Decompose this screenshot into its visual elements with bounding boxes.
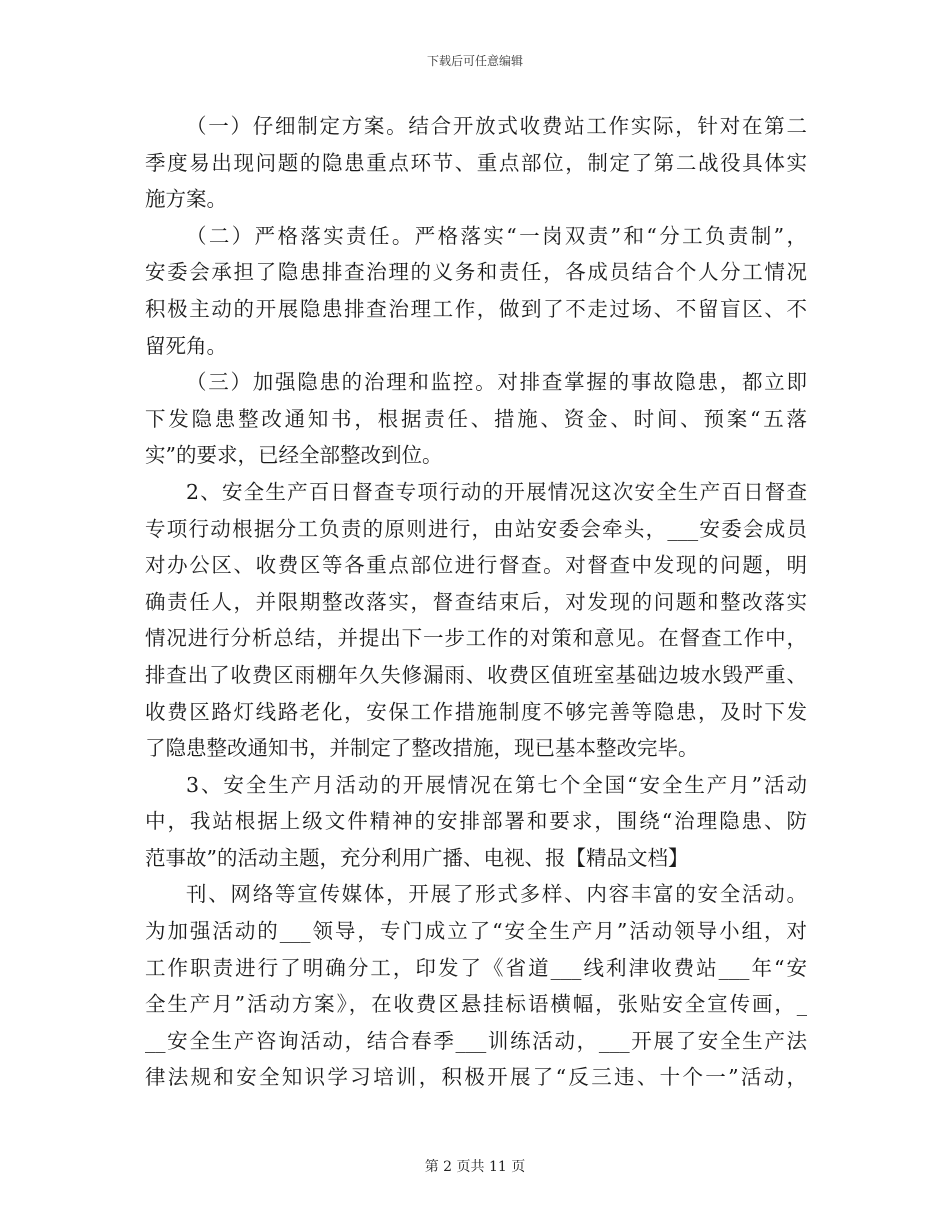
body-text-line: 留死角。 xyxy=(145,333,227,358)
body-text-line: 情况进行分析总结，并提出下一步工作的对策和意见。在督查工作中， xyxy=(145,626,807,651)
body-text-line: 全生产月”活动方案》，在收费区悬挂标语横幅，张贴安全宣传画，_ xyxy=(145,992,807,1017)
body-text-line: 范事故”的活动主题，充分利用广播、电视、报【精品文档】 xyxy=(145,845,689,870)
body-text-line: 律法规和安全知识学习培训，积极开展了“反三违、十个一”活动， xyxy=(145,1065,807,1090)
body-text-line: 排查出了收费区雨棚年久失修漏雨、收费区值班室基础边坡水毁严重、 xyxy=(145,662,807,687)
body-text-line: 施方案。 xyxy=(145,187,227,212)
body-text-line: 3、安全生产月活动的开展情况在第七个全国“安全生产月”活动 xyxy=(186,772,807,797)
body-text-line: 确责任人，并限期整改落实，督查结束后，对发现的问题和整改落实 xyxy=(145,589,807,614)
body-text-line: （一）仔细制定方案。结合开放式收费站工作实际，针对在第二 xyxy=(186,114,807,138)
body-text-line: （二）严格落实责任。严格落实“一岗双责”和“分工负责制”， xyxy=(186,223,807,248)
body-text-line: 中，我站根据上级文件精神的安排部署和要求，围绕“治理隐患、防 xyxy=(145,809,807,834)
body-text-line: 工作职责进行了明确分工，印发了《省道___线利津收费站___年“安 xyxy=(145,955,807,980)
body-text-line: __安全生产咨询活动，结合春季___训练活动，___开展了安全生产法 xyxy=(145,1028,807,1053)
body-text-line: 为加强活动的___领导，专门成立了“安全生产月”活动领导小组，对 xyxy=(145,919,807,944)
document-body xyxy=(145,108,807,1096)
body-text-line: 2、安全生产百日督查专项行动的开展情况这次安全生产百日督查 xyxy=(186,479,807,504)
body-text-line: 安委会承担了隐患排查治理的义务和责任，各成员结合个人分工情况 xyxy=(145,260,807,285)
body-text-line: 专项行动根据分工负责的原则进行，由站安委会牵头，___安委会成员 xyxy=(145,516,807,541)
body-text-line: 下发隐患整改通知书，根据责任、措施、资金、时间、预案“五落 xyxy=(145,406,807,431)
body-text-line: （三）加强隐患的治理和监控。对排查掌握的事故隐患，都立即 xyxy=(186,370,807,395)
body-text-line: 对办公区、收费区等各重点部位进行督查。对督查中发现的问题，明 xyxy=(145,553,807,578)
body-text-line: 积极主动的开展隐患排查治理工作，做到了不走过场、不留盲区、不 xyxy=(145,296,807,321)
page-header: 下载后可任意编辑 xyxy=(426,54,523,68)
body-text-line: 实”的要求，已经全部整改到位。 xyxy=(145,443,443,468)
page-footer: 第 2 页共 11 页 xyxy=(424,1159,526,1175)
body-text-line: 了隐患整改通知书，并制定了整改措施，现已基本整改完毕。 xyxy=(145,736,699,761)
body-text-line: 收费区路灯线路老化，安保工作措施制度不够完善等隐患，及时下发 xyxy=(145,699,807,724)
body-text-line: 季度易出现问题的隐患重点环节、重点部位，制定了第二战役具体实 xyxy=(145,150,807,175)
body-text-line: 刊、网络等宣传媒体，开展了形式多样、内容丰富的安全活动。 xyxy=(186,882,807,907)
